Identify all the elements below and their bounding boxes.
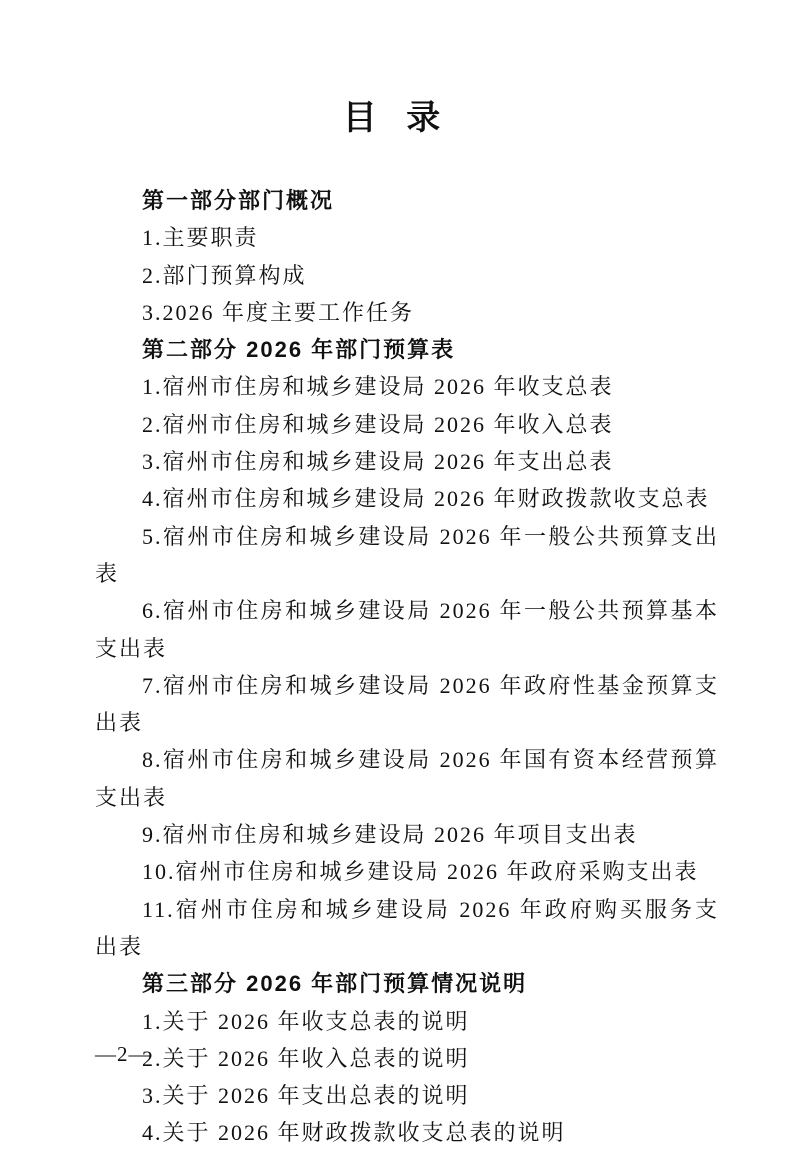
document-title: 目 录: [342, 99, 451, 137]
toc-item: 2.部门预算构成: [142, 262, 307, 288]
page-number: —2—: [95, 1042, 151, 1066]
toc-item: 3.宿州市住房和城乡建设局 2026 年支出总表: [142, 449, 614, 475]
section-heading-1: 第一部分部门概况: [142, 188, 335, 213]
section-heading-2: 第二部分 2026 年部门预算表: [142, 337, 456, 363]
toc-item: 1.主要职责: [142, 225, 259, 251]
toc-item: 2.宿州市住房和城乡建设局 2026 年收入总表: [142, 411, 614, 437]
toc-item: 5.宿州市住房和城乡建设局 2026 年一般公共预算支出表: [95, 523, 719, 586]
toc-item: 1.关于 2026 年收支总表的说明: [142, 1008, 470, 1034]
toc-item: 8.宿州市住房和城乡建设局 2026 年国有资本经营预算支出表: [95, 747, 719, 810]
table-of-contents: [95, 182, 719, 1152]
toc-item: 1.宿州市住房和城乡建设局 2026 年收支总表: [142, 374, 614, 400]
toc-item: 7.宿州市住房和城乡建设局 2026 年政府性基金预算支出表: [95, 672, 719, 736]
section-heading-3: 第三部分 2026 年部门预算情况说明: [142, 971, 528, 997]
toc-item: 6.宿州市住房和城乡建设局 2026 年一般公共预算基本支出表: [95, 598, 719, 661]
toc-item: 4.关于 2026 年财政拨款收支总表的说明: [142, 1120, 566, 1146]
toc-item: 10.宿州市住房和城乡建设局 2026 年政府采购支出表: [142, 859, 699, 885]
toc-item: 11.宿州市住房和城乡建设局 2026 年政府购买服务支出表: [95, 896, 719, 959]
toc-item: 9.宿州市住房和城乡建设局 2026 年项目支出表: [142, 822, 638, 848]
toc-item: 3.2026 年度主要工作任务: [142, 299, 415, 325]
toc-item: 3.关于 2026 年支出总表的说明: [142, 1083, 470, 1109]
toc-item: 2.关于 2026 年收入总表的说明: [142, 1045, 470, 1071]
toc-item: 4.宿州市住房和城乡建设局 2026 年财政拨款收支总表: [142, 486, 710, 512]
